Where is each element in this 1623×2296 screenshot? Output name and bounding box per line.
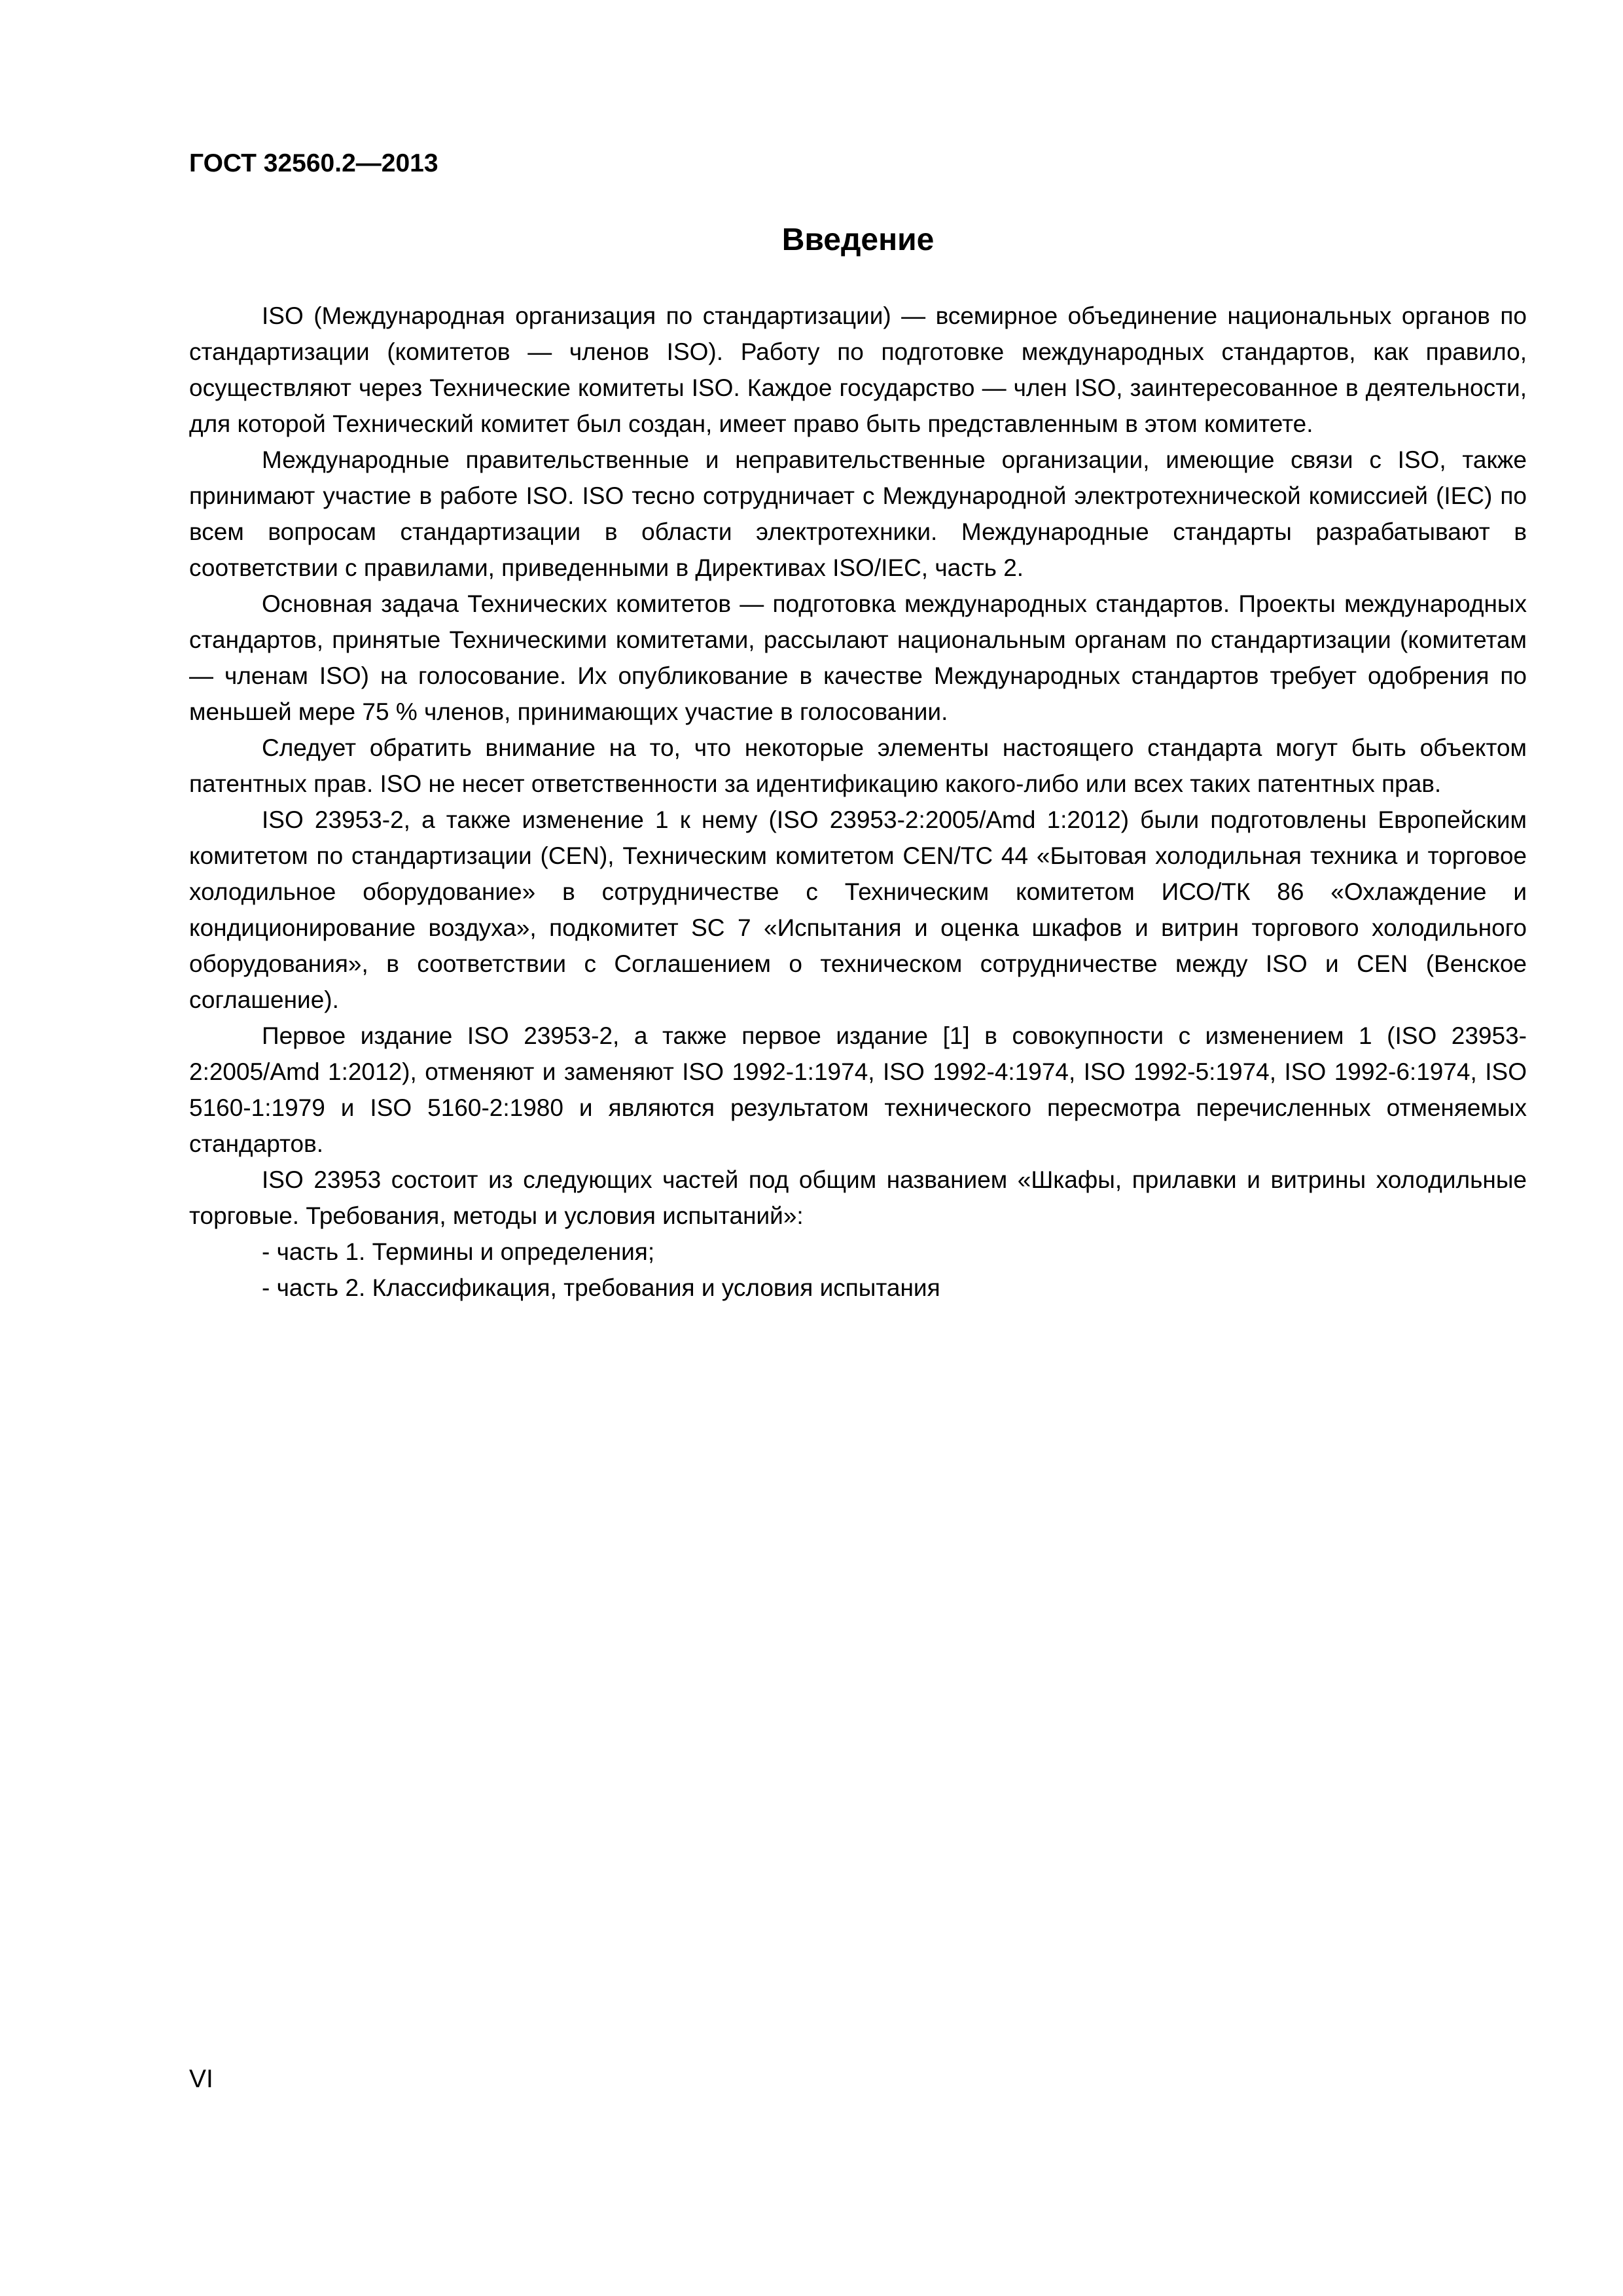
paragraph: Следует обратить внимание на то, что некоторые элементы настоящего стандарта могут быть объектом патентных прав. ISO не несет ответственности за идентификацию какого-либо или всех таких патентных прав. xyxy=(189,734,1527,797)
list-item: - часть 1. Термины и определения; xyxy=(262,1238,655,1265)
parts-list xyxy=(189,1234,1527,1306)
section-title: Введение xyxy=(781,223,935,257)
paragraph: ISO 23953-2, а также изменение 1 к нему (ISO 23953-2:2005/Amd 1:2012) были подготовлены Европейским комитетом по стандартизации (CEN), Техническим комитетом CEN/TC 44 «Бытовая холодильная техника и торговое холодильное оборудование» в сотрудничестве с Техническим комитетом ИСО/ТК 86 «Охлаждение и кондиционирование воздуха», подкомитет SC 7 «Испытания и оценка шкафов и витрин торгового холодильного оборудования», в соответствии с Соглашением о техническом сотрудничестве между ISO и CEN (Венское соглашение). xyxy=(189,806,1527,1013)
paragraph: Основная задача Технических комитетов — подготовка международных стандартов. Проекты международных стандартов, принятые Техническими комитетами, рассылают национальным органам по стандартизации (комитетам — членам ISO) на голосование. Их опубликование в качестве Международных стандартов требует одобрения по меньшей мере 75 % членов, принимающих участие в голосовании. xyxy=(189,590,1527,725)
paragraph: Международные правительственные и неправительственные организации, имеющие связи с ISO, также принимают участие в работе ISO. ISO тесно сотрудничает с Международной электротехнической комиссией (IEC) по всем вопросам стандартизации в области электротехники. Международные стандарты разрабатывают в соответствии с правилами, приведенными в Директивах ISO/IEC, часть 2. xyxy=(189,446,1527,581)
document-header: ГОСТ 32560.2—2013 xyxy=(189,149,438,177)
introduction-body xyxy=(189,298,1527,1306)
paragraph: ISO 23953 состоит из следующих частей под общим названием «Шкафы, прилавки и витрины холодильные торговые. Требования, методы и условия испытаний»: xyxy=(189,1166,1527,1229)
page-number: VI xyxy=(189,2065,213,2093)
paragraph: Первое издание ISO 23953-2, а также первое издание [1] в совокупности с изменением 1 (ISO 23953-2:2005/Amd 1:2012), отменяют и заменяют ISO 1992-1:1974, ISO 1992-4:1974, ISO 1992-5:1974, ISO 1992-6:1974, ISO 5160-1:1979 и ISO 5160-2:1980 и являются результатом технического пересмотра перечисленных отменяемых стандартов. xyxy=(189,1022,1527,1157)
paragraph: ISO (Международная организация по стандартизации) — всемирное объединение национальных органов по стандартизации (комитетов — членов ISO). Работу по подготовке международных стандартов, как правило, осуществляют через Технические комитеты ISO. Каждое государство — член ISO, заинтересованное в деятельности, для которой Технический комитет был создан, имеет право быть представленным в этом комитете. xyxy=(189,302,1527,437)
list-item: - часть 2. Классификация, требования и условия испытания xyxy=(262,1274,940,1301)
